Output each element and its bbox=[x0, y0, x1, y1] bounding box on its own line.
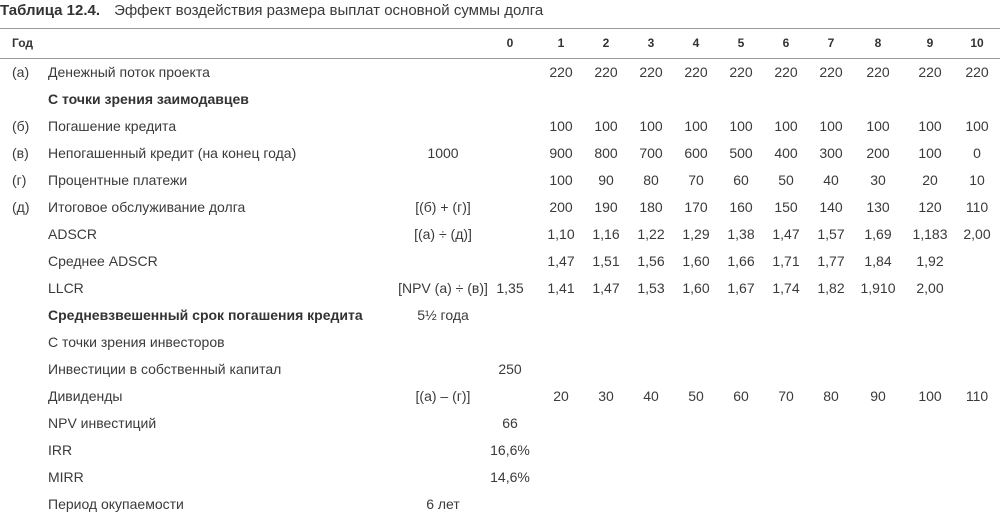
value-cell-year-4: 1,60 bbox=[682, 253, 710, 269]
value-cell-year-1: 100 bbox=[549, 172, 573, 188]
value-cell-year-2: 1,16 bbox=[592, 226, 620, 242]
table-row bbox=[0, 59, 1000, 86]
value-cell-year-10 bbox=[955, 329, 999, 356]
table-row bbox=[0, 491, 1000, 518]
value-cell-year-4: 70 bbox=[688, 172, 704, 188]
value-cell-year-3 bbox=[629, 410, 673, 437]
value-cell-year-3: 1,22 bbox=[637, 226, 665, 242]
value-cell-year-0 bbox=[488, 86, 532, 113]
value-cell-year-8 bbox=[856, 302, 900, 329]
value-cell-year-3 bbox=[629, 437, 673, 464]
value-cell-year-2: 1,47 bbox=[592, 280, 620, 296]
row-label: Непогашенный кредит (на конец года) bbox=[48, 145, 297, 161]
value-cell-year-5: 60 bbox=[733, 172, 749, 188]
value-cell-year-1 bbox=[539, 491, 583, 518]
value-cell-year-2 bbox=[584, 437, 628, 464]
value-cell-year-2: 190 bbox=[594, 199, 618, 215]
value-cell-year-9 bbox=[908, 356, 952, 383]
value-cell-year-4: 50 bbox=[688, 388, 704, 404]
year-header-0: 0 bbox=[506, 36, 514, 50]
table-row bbox=[0, 86, 1000, 113]
row-label: Денежный поток проекта bbox=[48, 64, 210, 80]
value-cell-year-6 bbox=[764, 437, 808, 464]
value-cell-year-3: 1,56 bbox=[637, 253, 665, 269]
row-formula: [NPV (а) ÷ (в)] bbox=[398, 280, 488, 296]
table-row bbox=[0, 194, 1000, 221]
value-cell-year-6 bbox=[764, 329, 808, 356]
row-formula: [(а) ÷ (д)] bbox=[414, 226, 472, 242]
value-cell-year-9: 100 bbox=[918, 118, 942, 134]
value-cell-year-3: 220 bbox=[639, 64, 663, 80]
value-cell-year-0 bbox=[488, 383, 532, 410]
value-cell-year-8: 1,910 bbox=[860, 280, 896, 296]
value-cell-year-7: 300 bbox=[819, 145, 843, 161]
value-cell-year-1 bbox=[539, 86, 583, 113]
value-cell-year-4 bbox=[674, 464, 718, 491]
table-row bbox=[0, 437, 1000, 464]
value-cell-year-9: 1,183 bbox=[912, 226, 948, 242]
value-cell-year-8 bbox=[856, 464, 900, 491]
row-label: С точки зрения инвесторов bbox=[48, 334, 225, 350]
value-cell-year-8: 100 bbox=[866, 118, 890, 134]
year-header-label: Год bbox=[12, 36, 33, 50]
value-cell-year-5: 220 bbox=[729, 64, 753, 80]
value-cell-year-5 bbox=[719, 86, 763, 113]
value-cell-year-7: 220 bbox=[819, 64, 843, 80]
value-cell-year-2: 1,51 bbox=[592, 253, 620, 269]
value-cell-year-0 bbox=[488, 329, 532, 356]
value-cell-year-3 bbox=[629, 491, 673, 518]
year-header-1: 1 bbox=[557, 36, 565, 50]
value-cell-year-8 bbox=[856, 329, 900, 356]
value-cell-year-10: 2,00 bbox=[963, 226, 991, 242]
value-cell-year-0: 250 bbox=[498, 361, 522, 377]
row-label: Инвестиции в собственный капитал bbox=[48, 361, 282, 377]
table-row bbox=[0, 167, 1000, 194]
value-cell-year-2 bbox=[584, 329, 628, 356]
value-cell-year-4 bbox=[674, 437, 718, 464]
value-cell-year-0: 66 bbox=[502, 415, 518, 431]
value-cell-year-3: 1,53 bbox=[637, 280, 665, 296]
value-cell-year-9: 20 bbox=[922, 172, 938, 188]
table-number: Таблица 12.4. bbox=[0, 2, 101, 19]
value-cell-year-6 bbox=[764, 302, 808, 329]
value-cell-year-9: 2,00 bbox=[916, 280, 944, 296]
table-row bbox=[0, 383, 1000, 410]
value-cell-year-6: 220 bbox=[774, 64, 798, 80]
value-cell-year-4: 1,29 bbox=[682, 226, 710, 242]
value-cell-year-1 bbox=[539, 410, 583, 437]
value-cell-year-7: 1,57 bbox=[817, 226, 845, 242]
value-cell-year-6: 400 bbox=[774, 145, 798, 161]
value-cell-year-1: 220 bbox=[549, 64, 573, 80]
value-cell-year-0 bbox=[488, 221, 532, 248]
row-label: Период окупаемости bbox=[48, 496, 184, 512]
value-cell-year-2 bbox=[584, 302, 628, 329]
table-row bbox=[0, 356, 1000, 383]
table-row bbox=[0, 302, 1000, 329]
value-cell-year-7: 140 bbox=[819, 199, 843, 215]
value-cell-year-4: 600 bbox=[684, 145, 708, 161]
value-cell-year-7 bbox=[809, 437, 853, 464]
value-cell-year-0 bbox=[488, 167, 532, 194]
value-cell-year-8 bbox=[856, 410, 900, 437]
table-caption: Эффект воздействия размера выплат основной суммы долга bbox=[114, 2, 544, 19]
value-cell-year-4 bbox=[674, 329, 718, 356]
value-cell-year-9: 220 bbox=[918, 64, 942, 80]
value-cell-year-10 bbox=[955, 410, 999, 437]
row-label: Процентные платежи bbox=[48, 172, 188, 188]
value-cell-year-10 bbox=[955, 464, 999, 491]
value-cell-year-1: 100 bbox=[549, 118, 573, 134]
value-cell-year-8: 1,69 bbox=[864, 226, 892, 242]
value-cell-year-8: 30 bbox=[870, 172, 886, 188]
table-row bbox=[0, 464, 1000, 491]
value-cell-year-9 bbox=[908, 302, 952, 329]
value-cell-year-9: 100 bbox=[918, 145, 942, 161]
value-cell-year-4 bbox=[674, 86, 718, 113]
year-header-2: 2 bbox=[602, 36, 610, 50]
row-label: ADSCR bbox=[48, 226, 98, 242]
row-formula: 1000 bbox=[427, 145, 459, 161]
value-cell-year-0 bbox=[488, 491, 532, 518]
value-cell-year-10 bbox=[955, 302, 999, 329]
value-cell-year-6 bbox=[764, 410, 808, 437]
value-cell-year-5 bbox=[719, 356, 763, 383]
value-cell-year-4: 170 bbox=[684, 199, 708, 215]
value-cell-year-1 bbox=[539, 356, 583, 383]
value-cell-year-6 bbox=[764, 356, 808, 383]
year-header-5: 5 bbox=[737, 36, 745, 50]
value-cell-year-9: 1,92 bbox=[916, 253, 944, 269]
value-cell-year-4 bbox=[674, 302, 718, 329]
value-cell-year-5: 60 bbox=[733, 388, 749, 404]
value-cell-year-8 bbox=[856, 491, 900, 518]
value-cell-year-2: 100 bbox=[594, 118, 618, 134]
row-code: (б) bbox=[12, 118, 30, 134]
value-cell-year-9 bbox=[908, 410, 952, 437]
value-cell-year-3: 80 bbox=[643, 172, 659, 188]
value-cell-year-10 bbox=[955, 491, 999, 518]
value-cell-year-0 bbox=[488, 113, 532, 140]
value-cell-year-5 bbox=[719, 302, 763, 329]
value-cell-year-6: 100 bbox=[774, 118, 798, 134]
value-cell-year-7 bbox=[809, 86, 853, 113]
value-cell-year-7: 100 bbox=[819, 118, 843, 134]
row-code: (г) bbox=[12, 172, 27, 188]
value-cell-year-10: 0 bbox=[973, 145, 981, 161]
row-formula: [(б) + (г)] bbox=[415, 199, 471, 215]
value-cell-year-5: 100 bbox=[729, 118, 753, 134]
row-label: NPV инвестиций bbox=[48, 415, 157, 431]
value-cell-year-5 bbox=[719, 410, 763, 437]
value-cell-year-8: 200 bbox=[866, 145, 890, 161]
value-cell-year-5: 1,38 bbox=[727, 226, 755, 242]
value-cell-year-6 bbox=[764, 464, 808, 491]
value-cell-year-7: 80 bbox=[823, 388, 839, 404]
value-cell-year-5: 1,66 bbox=[727, 253, 755, 269]
year-header-4: 4 bbox=[692, 36, 700, 50]
row-label: Дивиденды bbox=[48, 388, 123, 404]
value-cell-year-9 bbox=[908, 329, 952, 356]
row-formula: 6 лет bbox=[426, 496, 460, 512]
value-cell-year-1 bbox=[539, 464, 583, 491]
value-cell-year-5 bbox=[719, 329, 763, 356]
value-cell-year-0 bbox=[488, 140, 532, 167]
row-label: LLCR bbox=[48, 280, 84, 296]
value-cell-year-7 bbox=[809, 491, 853, 518]
year-header-9: 9 bbox=[926, 36, 934, 50]
value-cell-year-3 bbox=[629, 464, 673, 491]
value-cell-year-4: 220 bbox=[684, 64, 708, 80]
value-cell-year-6: 1,74 bbox=[772, 280, 800, 296]
row-label: IRR bbox=[48, 442, 73, 458]
value-cell-year-1 bbox=[539, 437, 583, 464]
value-cell-year-1: 200 bbox=[549, 199, 573, 215]
value-cell-year-4 bbox=[674, 491, 718, 518]
value-cell-year-1: 1,47 bbox=[547, 253, 575, 269]
value-cell-year-6 bbox=[764, 86, 808, 113]
value-cell-year-10: 220 bbox=[965, 64, 989, 80]
value-cell-year-8 bbox=[856, 437, 900, 464]
table-row bbox=[0, 113, 1000, 140]
value-cell-year-6: 70 bbox=[778, 388, 794, 404]
table-row bbox=[0, 248, 1000, 275]
value-cell-year-0 bbox=[488, 302, 532, 329]
year-header-10: 10 bbox=[970, 36, 984, 50]
value-cell-year-1: 900 bbox=[549, 145, 573, 161]
value-cell-year-7 bbox=[809, 464, 853, 491]
row-formula: [(а) – (г)] bbox=[415, 388, 471, 404]
row-formula: 5½ года bbox=[417, 307, 469, 323]
value-cell-year-10: 100 bbox=[965, 118, 989, 134]
row-label: Погашение кредита bbox=[48, 118, 177, 134]
row-label: Средневзвешенный срок погашения кредита bbox=[48, 307, 363, 323]
table-row bbox=[0, 275, 1000, 302]
value-cell-year-5 bbox=[719, 464, 763, 491]
value-cell-year-9 bbox=[908, 86, 952, 113]
value-cell-year-5 bbox=[719, 437, 763, 464]
value-cell-year-3: 180 bbox=[639, 199, 663, 215]
value-cell-year-8: 130 bbox=[866, 199, 890, 215]
value-cell-year-9 bbox=[908, 437, 952, 464]
value-cell-year-1: 1,41 bbox=[547, 280, 575, 296]
value-cell-year-0 bbox=[488, 248, 532, 275]
value-cell-year-10 bbox=[955, 437, 999, 464]
value-cell-year-4: 100 bbox=[684, 118, 708, 134]
row-label: С точки зрения заимодавцев bbox=[48, 91, 249, 107]
value-cell-year-0: 1,35 bbox=[496, 280, 524, 296]
value-cell-year-10: 10 bbox=[969, 172, 985, 188]
value-cell-year-1 bbox=[539, 329, 583, 356]
table-row bbox=[0, 329, 1000, 356]
value-cell-year-4: 1,60 bbox=[682, 280, 710, 296]
value-cell-year-1: 1,10 bbox=[547, 226, 575, 242]
value-cell-year-5 bbox=[719, 491, 763, 518]
value-cell-year-2 bbox=[584, 356, 628, 383]
row-label: MIRR bbox=[48, 469, 84, 485]
value-cell-year-1: 20 bbox=[553, 388, 569, 404]
value-cell-year-7: 1,82 bbox=[817, 280, 845, 296]
table-row bbox=[0, 410, 1000, 437]
value-cell-year-3: 700 bbox=[639, 145, 663, 161]
value-cell-year-4 bbox=[674, 356, 718, 383]
value-cell-year-7 bbox=[809, 356, 853, 383]
row-label: Среднее ADSCR bbox=[48, 253, 158, 269]
value-cell-year-2: 220 bbox=[594, 64, 618, 80]
value-cell-year-6: 50 bbox=[778, 172, 794, 188]
year-header-8: 8 bbox=[874, 36, 882, 50]
table-title bbox=[0, 0, 543, 26]
row-code: (в) bbox=[12, 145, 29, 161]
value-cell-year-2: 90 bbox=[598, 172, 614, 188]
value-cell-year-2 bbox=[584, 491, 628, 518]
value-cell-year-0: 14,6% bbox=[490, 469, 530, 485]
value-cell-year-9 bbox=[908, 491, 952, 518]
value-cell-year-2 bbox=[584, 464, 628, 491]
value-cell-year-7 bbox=[809, 302, 853, 329]
value-cell-year-8 bbox=[856, 86, 900, 113]
value-cell-year-6: 1,47 bbox=[772, 226, 800, 242]
year-header-6: 6 bbox=[782, 36, 790, 50]
value-cell-year-4 bbox=[674, 410, 718, 437]
value-cell-year-8 bbox=[856, 356, 900, 383]
value-cell-year-2: 30 bbox=[598, 388, 614, 404]
value-cell-year-9: 100 bbox=[918, 388, 942, 404]
value-cell-year-10: 110 bbox=[965, 199, 989, 215]
value-cell-year-7: 1,77 bbox=[817, 253, 845, 269]
value-cell-year-10 bbox=[955, 356, 999, 383]
value-cell-year-8: 90 bbox=[870, 388, 886, 404]
value-cell-year-5: 160 bbox=[729, 199, 753, 215]
value-cell-year-7 bbox=[809, 329, 853, 356]
value-cell-year-7 bbox=[809, 410, 853, 437]
value-cell-year-0: 16,6% bbox=[490, 442, 530, 458]
value-cell-year-10 bbox=[955, 275, 999, 302]
table-row bbox=[0, 140, 1000, 167]
value-cell-year-2: 800 bbox=[594, 145, 618, 161]
value-cell-year-10 bbox=[955, 248, 999, 275]
row-label: Итоговое обслуживание долга bbox=[48, 199, 246, 215]
value-cell-year-5: 1,67 bbox=[727, 280, 755, 296]
value-cell-year-0 bbox=[488, 59, 532, 86]
year-header-7: 7 bbox=[827, 36, 835, 50]
value-cell-year-6 bbox=[764, 491, 808, 518]
value-cell-year-3 bbox=[629, 329, 673, 356]
value-cell-year-2 bbox=[584, 86, 628, 113]
value-cell-year-8: 1,84 bbox=[864, 253, 892, 269]
value-cell-year-2 bbox=[584, 410, 628, 437]
value-cell-year-0 bbox=[488, 194, 532, 221]
value-cell-year-7: 40 bbox=[823, 172, 839, 188]
row-code: (д) bbox=[12, 199, 30, 215]
value-cell-year-1 bbox=[539, 302, 583, 329]
value-cell-year-9: 120 bbox=[918, 199, 942, 215]
value-cell-year-3 bbox=[629, 356, 673, 383]
row-code: (а) bbox=[12, 64, 30, 80]
value-cell-year-3: 40 bbox=[643, 388, 659, 404]
value-cell-year-10: 110 bbox=[965, 388, 989, 404]
year-header-3: 3 bbox=[647, 36, 655, 50]
value-cell-year-5: 500 bbox=[729, 145, 753, 161]
value-cell-year-9 bbox=[908, 464, 952, 491]
table-row bbox=[0, 221, 1000, 248]
value-cell-year-3: 100 bbox=[639, 118, 663, 134]
value-cell-year-6: 150 bbox=[774, 199, 798, 215]
value-cell-year-8: 220 bbox=[866, 64, 890, 80]
value-cell-year-6: 1,71 bbox=[772, 253, 800, 269]
value-cell-year-10 bbox=[955, 86, 999, 113]
value-cell-year-3 bbox=[629, 302, 673, 329]
value-cell-year-3 bbox=[629, 86, 673, 113]
